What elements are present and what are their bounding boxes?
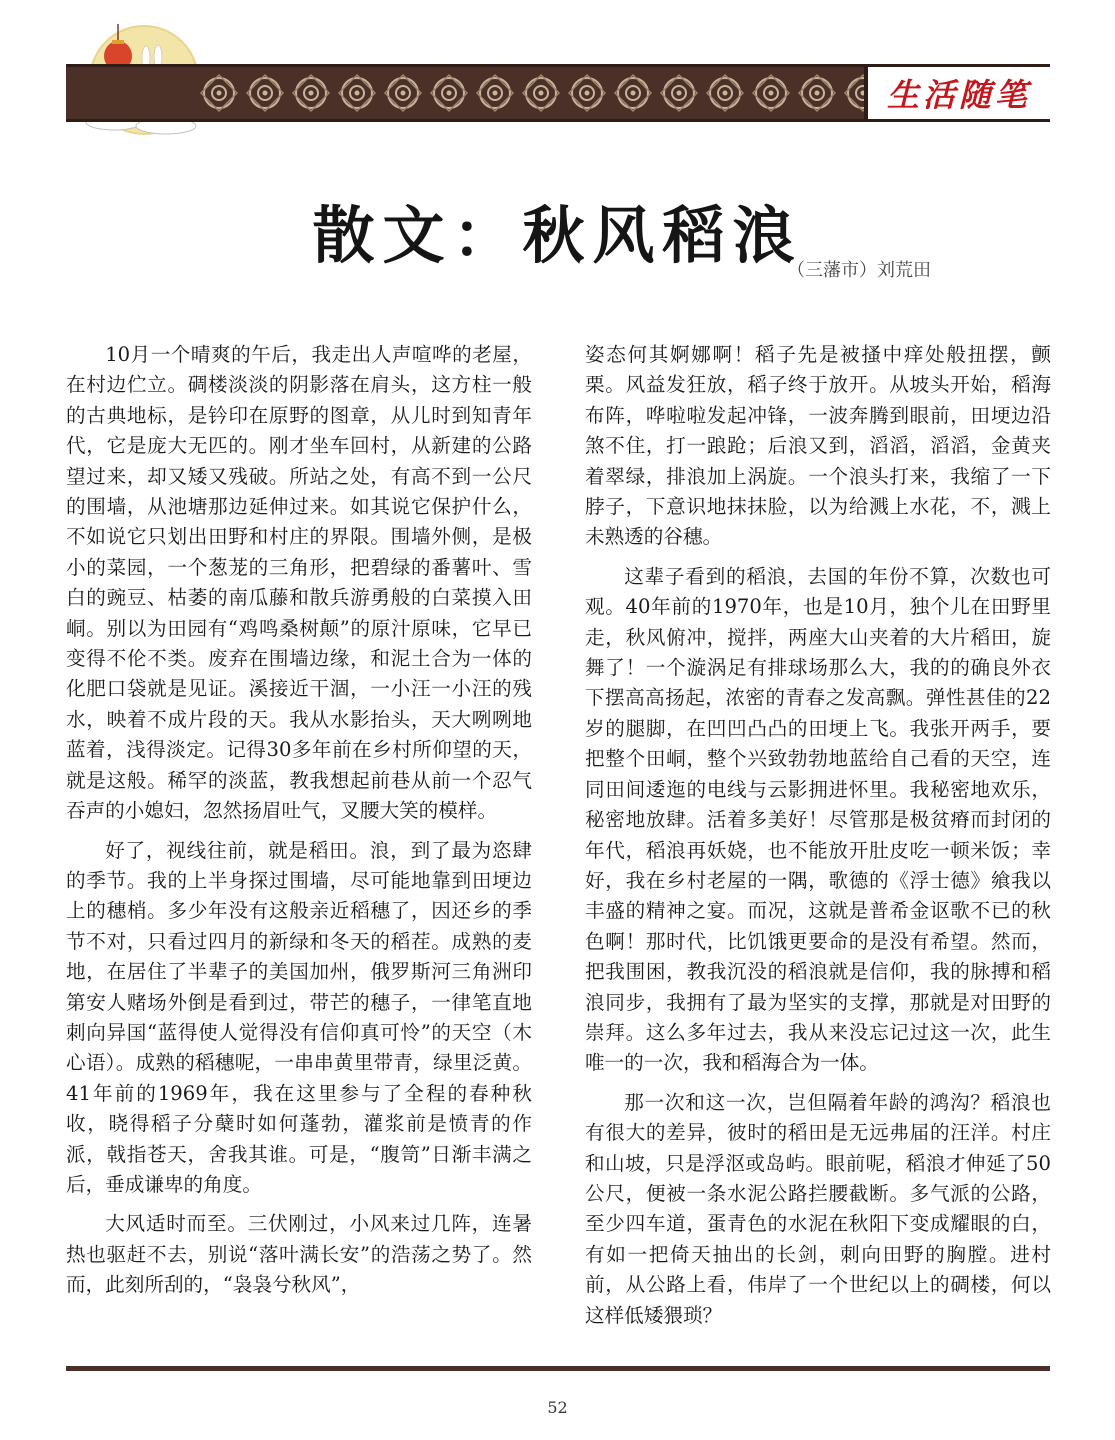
section-tag [864,67,1050,119]
page-number: 52 [547,1398,568,1417]
section-tag-label: 生活随笔 [886,76,1031,114]
right-column [585,340,1051,1340]
article-author: （三藩市）刘荒田 [787,260,931,281]
paragraph: 10月一个晴爽的午后，我走出人声喧哗的老屋，在村边伫立。碉楼淡淡的阴影落在肩头，这方柱一般的古典地标，是钤印在原野的图章，从儿时到知青年代，它是庞大无匹的。刚才坐车回村，从新建的公路望过来，却又矮又残破。所站之处，有高不到一公尺的围墙，从池塘那边延伸过来。如其说它保护什么，不如说它只划出田野和村庄的界限。围墙外侧，是极小的菜园，一个葱茏的三角形，把碧绿的番薯叶、雪白的豌豆、枯萎的南瓜藤和散兵游勇般的白菜摸入田峒。别以为田园有“鸡鸣桑树颠”的原汁原味，它早已变得不伦不类。废弃在围墙边缘，和泥土合为一体的化肥口袋就是见证。溪接近干涸，一小汪一小汪的残水，映着不成片段的天。我从水影抬头，天大咧咧地蓝着，浅得淡定。记得30多年前在乡村所仰望的天，就是这般。稀罕的淡蓝，教我想起前巷从前一个忍气吞声的小媳妇，忽然扬眉吐气，叉腰大笑的模样。 [66,343,532,823]
section-banner [66,64,1050,122]
lattice-pattern-decoration [196,67,886,119]
paragraph: 好了，视线往前，就是稻田。浪，到了最为恣肆的季节。我的上半身探过围墙，尽可能地靠到田埂边上的穗梢。多少年没有这般亲近稻穗了，因还乡的季节不对，只看过四月的新绿和冬天的稻茬。成熟的麦地，在居住了半辈子的美国加州，俄罗斯河三角洲印第安人赌场外倒是看到过，带芒的穗子，一律笔直地刺向异国“蓝得使人觉得没有信仰真可怜”的天空（木心语）。成熟的稻穗呢，一串串黄里带青，绿里泛黄。41年前的1969年，我在这里参与了全程的春种秋收，晓得稻子分蘖时如何蓬勃，灌浆前是愤青的作派，戟指苍天，舍我其谁。可是，“腹笥”日渐丰满之后，垂成谦卑的角度。 [66,838,532,1196]
bottom-divider [66,1366,1050,1371]
article-title: 散文：秋风稻浪 [312,199,803,272]
paragraph: 这辈子看到的稻浪，去国的年份不算，次数也可观。40年前的1970年，也是10月，独个儿在田野里走，秋风俯冲，搅拌，两座大山夹着的大片稻田，旋舞了！一个漩涡足有排球场那么大，我的的确良外衣下摆高高扬起，浓密的青春之发高飘。弹性甚佳的22岁的腿脚，在凹凹凸凸的田埂上飞。我张开两手，要把整个田峒，整个兴致勃勃地蓝给自己看的天空，连同田间逶迤的电线与云影拥进怀里。我秘密地欢乐，秘密地放肆。活着多美好！尽管那是极贫瘠而封闭的年代，稻浪再妖娆，也不能放开肚皮吃一顿米饭；幸好，我在乡村老屋的一隅，歌德的《浮士德》飨我以丰盛的精神之宴。而况，这就是普希金讴歌不已的秋色啊！那时代，比饥饿更要命的是没有希望。然而，把我围困，教我沉没的稻浪就是信仰，我的脉搏和稻浪同步，我拥有了最为坚实的支撑，那就是对田野的崇拜。这么多年过去，我从来没忘记过这一次，此生唯一的一次，我和稻海合为一体。 [585,564,1051,1075]
paragraph: 大风适时而至。三伏刚过，小风来过几阵，连暑热也驱赶不去，别说“落叶满长安”的浩荡之势了。然而，此刻所刮的，“袅袅兮秋风”， [66,1212,532,1297]
paragraph: 那一次和这一次，岂但隔着年龄的鸿沟？稻浪也有很大的差异，彼时的稻田是无远弗届的汪洋。村庄和山坡，只是浮沤或岛屿。眼前呢，稻浪才伸延了50公尺，便被一条水泥公路拦腰截断。多气派的公路，至少四车道，蛋青色的水泥在秋阳下变成耀眼的白，有如一把倚天抽出的长剑，刺向田野的胸膛。进村前，从公路上看，伟岸了一个世纪以上的碉楼，何以这样低矮猥琐？ [585,1090,1051,1327]
left-column [66,340,532,1310]
paragraph-continued: 姿态何其婀娜啊！稻子先是被搔中痒处般扭摆，颤栗。风益发狂放，稻子终于放开。从坡头开始，稻海布阵，哗啦啦发起冲锋，一波奔腾到眼前，田埂边沿煞不住，打一踉跄；后浪又到，滔滔，滔滔，金黄夹着翠绿，排浪加上涡旋。一个浪头打来，我缩了一下脖子，下意识地抹抹脸，以为给溅上水花，不，溅上未熟透的谷穗。 [585,343,1051,549]
